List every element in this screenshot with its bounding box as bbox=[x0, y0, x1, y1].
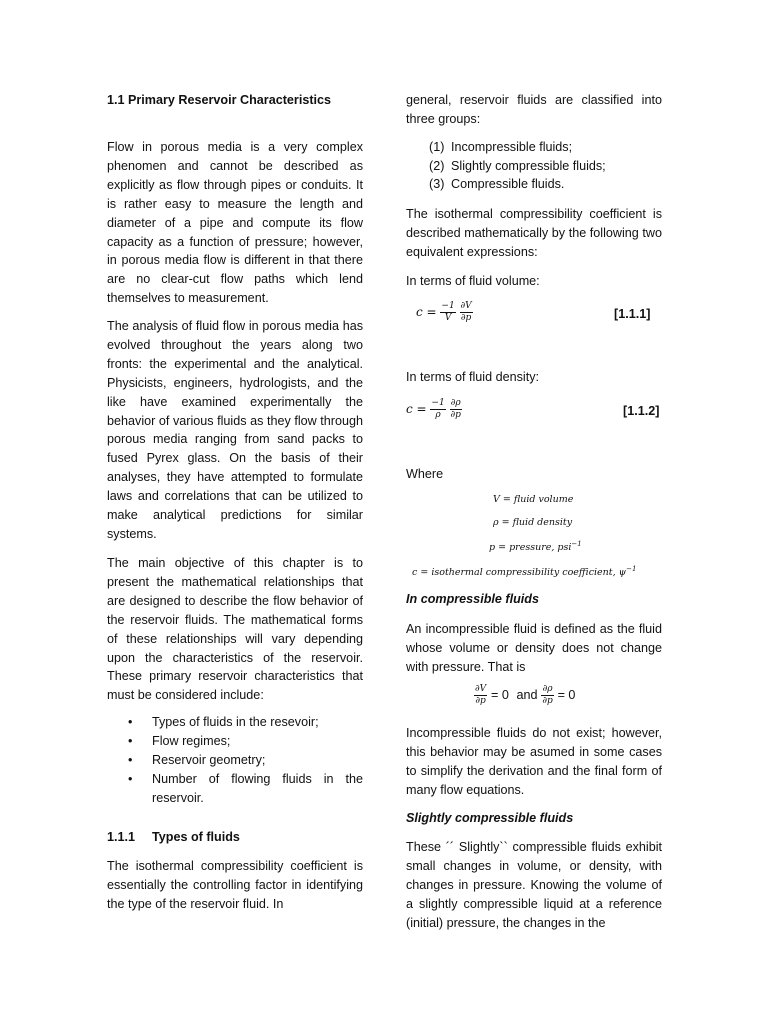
list-item: • Reservoir geometry; bbox=[107, 751, 363, 770]
paragraph-incompressible-note: Incompressible fluids do not exist; however, this behavior may be asumed in some cases to simplify the derivation and the final form of many flow equations. bbox=[406, 726, 662, 797]
equation-number-1-1-2: [1.1.2] bbox=[623, 404, 660, 418]
definition-compressibility: c = isothermal compressibility coefficient, $\psi^{-1}$ bbox=[412, 565, 637, 579]
characteristics-list bbox=[107, 713, 363, 808]
paragraph-compressibility: The isothermal compressibility coefficient is essentially the controlling factor in identifying the type of the reservoir fluid. In bbox=[107, 859, 363, 911]
equation-1-1-2: c = $\frac{-1}{\rho}$ $\frac{\partial\rho}{\partial p}$ bbox=[406, 398, 461, 420]
equation-number-1-1-1: [1.1.1] bbox=[614, 307, 651, 321]
label-fluid-density: In terms of fluid density: bbox=[406, 370, 539, 384]
equation-1-1-1: c = $\frac{-1}{V}$ $\frac{\partial V}{\partial p}$ bbox=[416, 301, 472, 323]
subsection-title: Types of fluids bbox=[152, 830, 240, 844]
list-item: • Number of flowing fluids in the reservoir. bbox=[107, 770, 363, 808]
list-item: • Types of fluids in the resevoir; bbox=[107, 713, 363, 732]
subsection-number: 1.1.1 bbox=[107, 830, 136, 844]
paragraph-flow-intro: Flow in porous media is a very complex phenomen and cannot be described as explicitly as flow through pipes or conduits. It is rather easy to measure the length and diameter of a pipe and compute its flow capacity as a function of pressure; however, in porous media flow is different in that there are no clear-cut flow paths which lend themselves to measurement. bbox=[107, 140, 363, 306]
equation-incompressible: $\frac{\partial V}{\partial p}$ = 0 and $\frac{\partial\rho}{\partial p}$ = 0 bbox=[475, 684, 576, 706]
heading-slightly-compressible: Slightly compressible fluids bbox=[406, 811, 574, 825]
definition-volume: V = fluid volume bbox=[493, 494, 574, 505]
paragraph-incompressible-def: An incompressible fluid is defined as the fluid whose volume or density does not change with pressure. That is bbox=[406, 622, 662, 674]
paragraph-slightly-compressible: These ´´ Slightly`` compressible fluids exhibit small changes in volume, or density, with changes in pressure. Knowing the volume of a slightly compressible liquid at a reference (initial) pressure, the changes in the bbox=[406, 840, 662, 930]
label-fluid-volume: In terms of fluid volume: bbox=[406, 274, 540, 288]
paragraph-objective: The main objective of this chapter is to present the mathematical relationships that are designed to describe the flow behavior of the reservoir fluids. The mathematical forms of these relationships will vary depending upon the characteristics of the reservoir. These primary reservoir characteristics that must be considered include: bbox=[107, 556, 363, 703]
list-item: (1) Incompressible fluids; bbox=[429, 140, 573, 154]
list-item: (2) Slightly compressible fluids; bbox=[429, 158, 606, 173]
paragraph-isothermal: The isothermal compressibility coefficient is described mathematically by the following two equivalent expressions: bbox=[406, 207, 662, 259]
heading-incompressible: In compressible fluids bbox=[406, 592, 539, 606]
paragraph-analysis: The analysis of fluid flow in porous media has evolved throughout the years along two fronts: the experimental and the analytical. Physicists, engineers, hydrologists, and the like have examined experimentally the behavior of various fluids as they flow through porous media ranging from sand packs to fused Pyrex glass. On the basis of their analyses, they have attempted to formulate laws and correlations that can be utilized to make analytical predictions for similar systems. bbox=[107, 319, 363, 541]
list-item: • Flow regimes; bbox=[107, 732, 363, 751]
definition-density: ρ = fluid density bbox=[493, 517, 573, 528]
section-heading: 1.1 Primary Reservoir Characteristics bbox=[107, 93, 332, 107]
paragraph-general: general, reservoir fluids are classified into three groups: bbox=[406, 93, 662, 126]
label-where: Where bbox=[406, 467, 444, 481]
list-item: (3) Compressible fluids. bbox=[429, 177, 565, 191]
definition-pressure: p = pressure, psi$^{-1}$ bbox=[489, 540, 582, 554]
fluid-groups-list bbox=[406, 138, 662, 194]
